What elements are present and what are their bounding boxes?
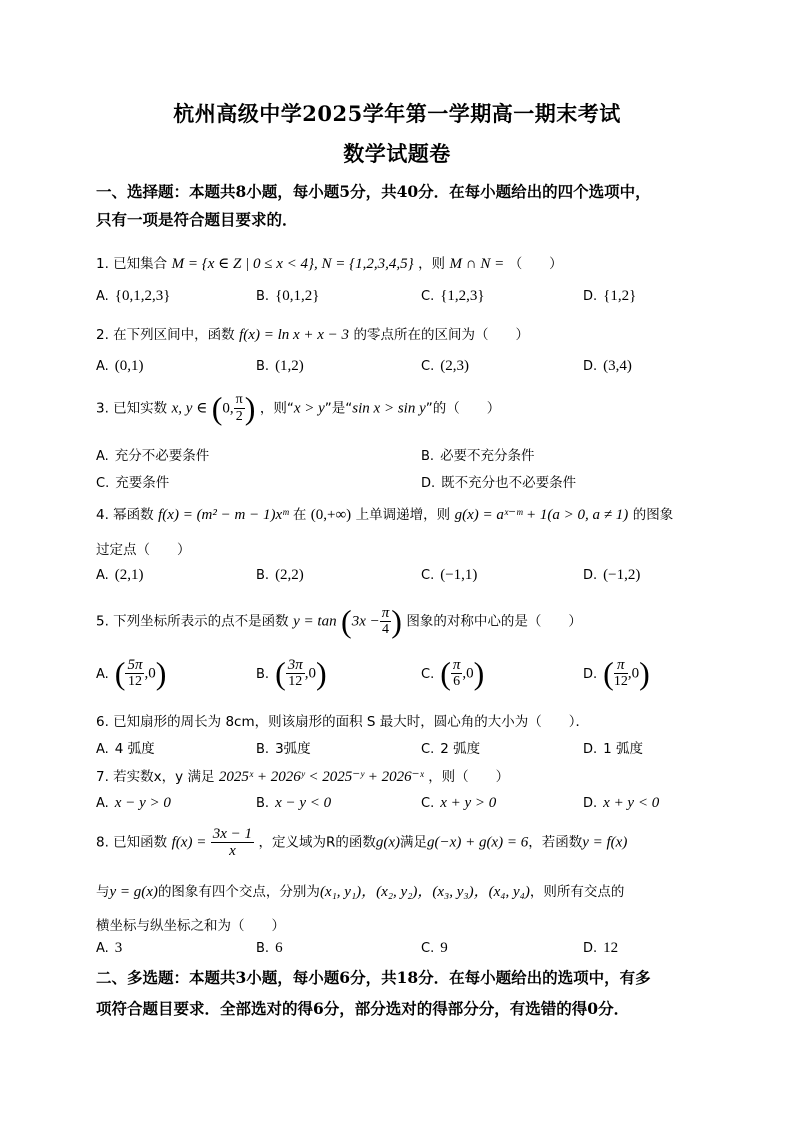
question-1: 1. 已知集合 M = {x ∈ Z | 0 ≤ x < 4}, N = {1,2,3,4,5} ，则 M ∩ N = （ ） xyxy=(96,256,563,272)
q3-option-a[interactable]: A. 充分不必要条件 xyxy=(96,448,210,464)
q1-option-c[interactable]: C. {1,2,3} xyxy=(421,288,485,304)
question-6: 6. 已知扇形的周长为 8cm，则该扇形的面积 S 最大时，圆心角的大小为（ ）． xyxy=(96,714,590,730)
q1-option-b[interactable]: B. {0,1,2} xyxy=(256,288,320,304)
q1-sets: M = {x ∈ Z | 0 ≤ x < 4}, N = {1,2,3,4,5} xyxy=(171,256,414,272)
q8-option-c[interactable]: C. 9 xyxy=(421,940,448,956)
question-7: 7. 若实数x，y 满足 2025ˣ + 2026ʸ < 2025⁻ʸ + 2026⁻ˣ ，则（ ） xyxy=(96,769,510,785)
q4-option-a[interactable]: A. (2,1) xyxy=(96,567,144,583)
q7-option-b[interactable]: B. x − y < 0 xyxy=(256,795,332,811)
q6-option-b[interactable]: B. 3弧度 xyxy=(256,741,311,757)
q6-option-c[interactable]: C. 2 弧度 xyxy=(421,741,481,757)
q2-option-d[interactable]: D. (3,4) xyxy=(583,358,632,374)
q2-option-b[interactable]: B. (1,2) xyxy=(256,358,304,374)
q3-options-row1 xyxy=(96,444,706,468)
q1-option-d[interactable]: D. {1,2} xyxy=(583,288,637,304)
question-8-line3: 横坐标与纵坐标之和为（ ） xyxy=(96,918,285,934)
q2-option-a[interactable]: A. (0,1) xyxy=(96,358,144,374)
q4-option-d[interactable]: D. (−1,2) xyxy=(583,567,641,583)
q8-option-d[interactable]: D. 12 xyxy=(583,940,619,956)
q8-option-a[interactable]: A. 3 xyxy=(96,940,123,956)
q2-options xyxy=(96,358,706,382)
q5-option-a[interactable]: A. ( $\frac{5\pi}{12}$ ,0) xyxy=(96,655,167,691)
q4-options xyxy=(96,567,706,591)
q6-option-a[interactable]: A. 4 弧度 xyxy=(96,741,155,757)
q6-options xyxy=(96,737,706,761)
q5-fraction: $\frac{\pi}{4}$ xyxy=(381,605,390,637)
q3-option-b[interactable]: B. 必要不充分条件 xyxy=(421,448,535,464)
q3-fraction: $\frac{\pi}{2}$ xyxy=(235,392,243,424)
question-4: 4. 幂函数 f(x) = (m² − m − 1)xᵐ 在 (0,+∞) 上单调递增，则 g(x) = aˣ⁻ᵐ + 1(a > 0, a ≠ 1) 的图象 xyxy=(96,507,674,523)
exam-subtitle: 数学试题卷 xyxy=(343,141,451,166)
q5-option-c[interactable]: C. ( $\frac{\pi}{6}$ ,0) xyxy=(421,655,485,691)
q1-option-a[interactable]: A. {0,1,2,3} xyxy=(96,288,171,304)
q4-option-c[interactable]: C. (−1,1) xyxy=(421,567,478,583)
question-8: 8. 已知函数 f(x) = $\frac{3x - 1}{x}$ ，定义域为R的函数g(x)满足g(−x) + g(x) = 6，若函数y = f(x) xyxy=(96,826,628,859)
q7-option-d[interactable]: D. x + y < 0 xyxy=(583,795,660,811)
q1-options xyxy=(96,288,706,312)
q3-option-d[interactable]: D. 既不充分也不必要条件 xyxy=(421,475,577,491)
section-1-heading: 一、选择题：本题共8小题，每小题5分，共40分．在每小题给出的四个选项中， 只有一项是符合题目要求的． xyxy=(96,182,651,229)
q8-option-b[interactable]: B. 6 xyxy=(256,940,283,956)
exam-title: 杭州高级中学2025学年第一学期高一期末考试 xyxy=(173,101,621,126)
q7-option-a[interactable]: A. x − y > 0 xyxy=(96,795,171,811)
question-4-line2: 过定点（ ） xyxy=(96,542,191,558)
q8-options xyxy=(96,940,706,964)
question-2: 2. 在下列区间中，函数 f(x) = ln x + x − 3 的零点所在的区间为（ ） xyxy=(96,327,529,343)
question-8-line2: 与y = g(x)的图象有四个交点，分别为(x₁, y₁)，(x₂, y₂)，(x₃, y₃)，(x₄, y₄)，则所有交点的 xyxy=(96,884,625,900)
q7-options xyxy=(96,795,706,819)
q5-options xyxy=(96,655,706,699)
q5-option-b[interactable]: B. ( $\frac{3\pi}{12}$ ,0) xyxy=(256,655,327,691)
q4-option-b[interactable]: B. (2,2) xyxy=(256,567,304,583)
question-3: 3. 已知实数 x, y ∈ (0, $\frac{\pi}{2}$ ) ，则“x > y”是“sin x > sin y”的（ ） xyxy=(96,390,501,426)
q7-option-c[interactable]: C. x + y > 0 xyxy=(421,795,497,811)
section-2-heading: 二、多选题：本题共3小题，每小题6分，共18分．在每小题给出的选项中，有多 项符合题目要求．全部选对的得6分，部分选对的得部分分，有选错的得0分． xyxy=(96,968,651,1018)
q8-fraction: $\frac{3x - 1}{x}$ xyxy=(212,826,253,859)
q2-option-c[interactable]: C. (2,3) xyxy=(421,358,469,374)
q3-options-row2 xyxy=(96,471,706,495)
q5-option-d[interactable]: D. ( $\frac{\pi}{12}$ ,0) xyxy=(583,655,650,691)
q3-option-c[interactable]: C. 充要条件 xyxy=(96,475,170,491)
question-5: 5. 下列坐标所表示的点不是函数 y = tan (3x − $\frac{\pi}{4}$ ) 图象的对称中心的是（ ） xyxy=(96,603,582,639)
q6-option-d[interactable]: D. 1 弧度 xyxy=(583,741,644,757)
